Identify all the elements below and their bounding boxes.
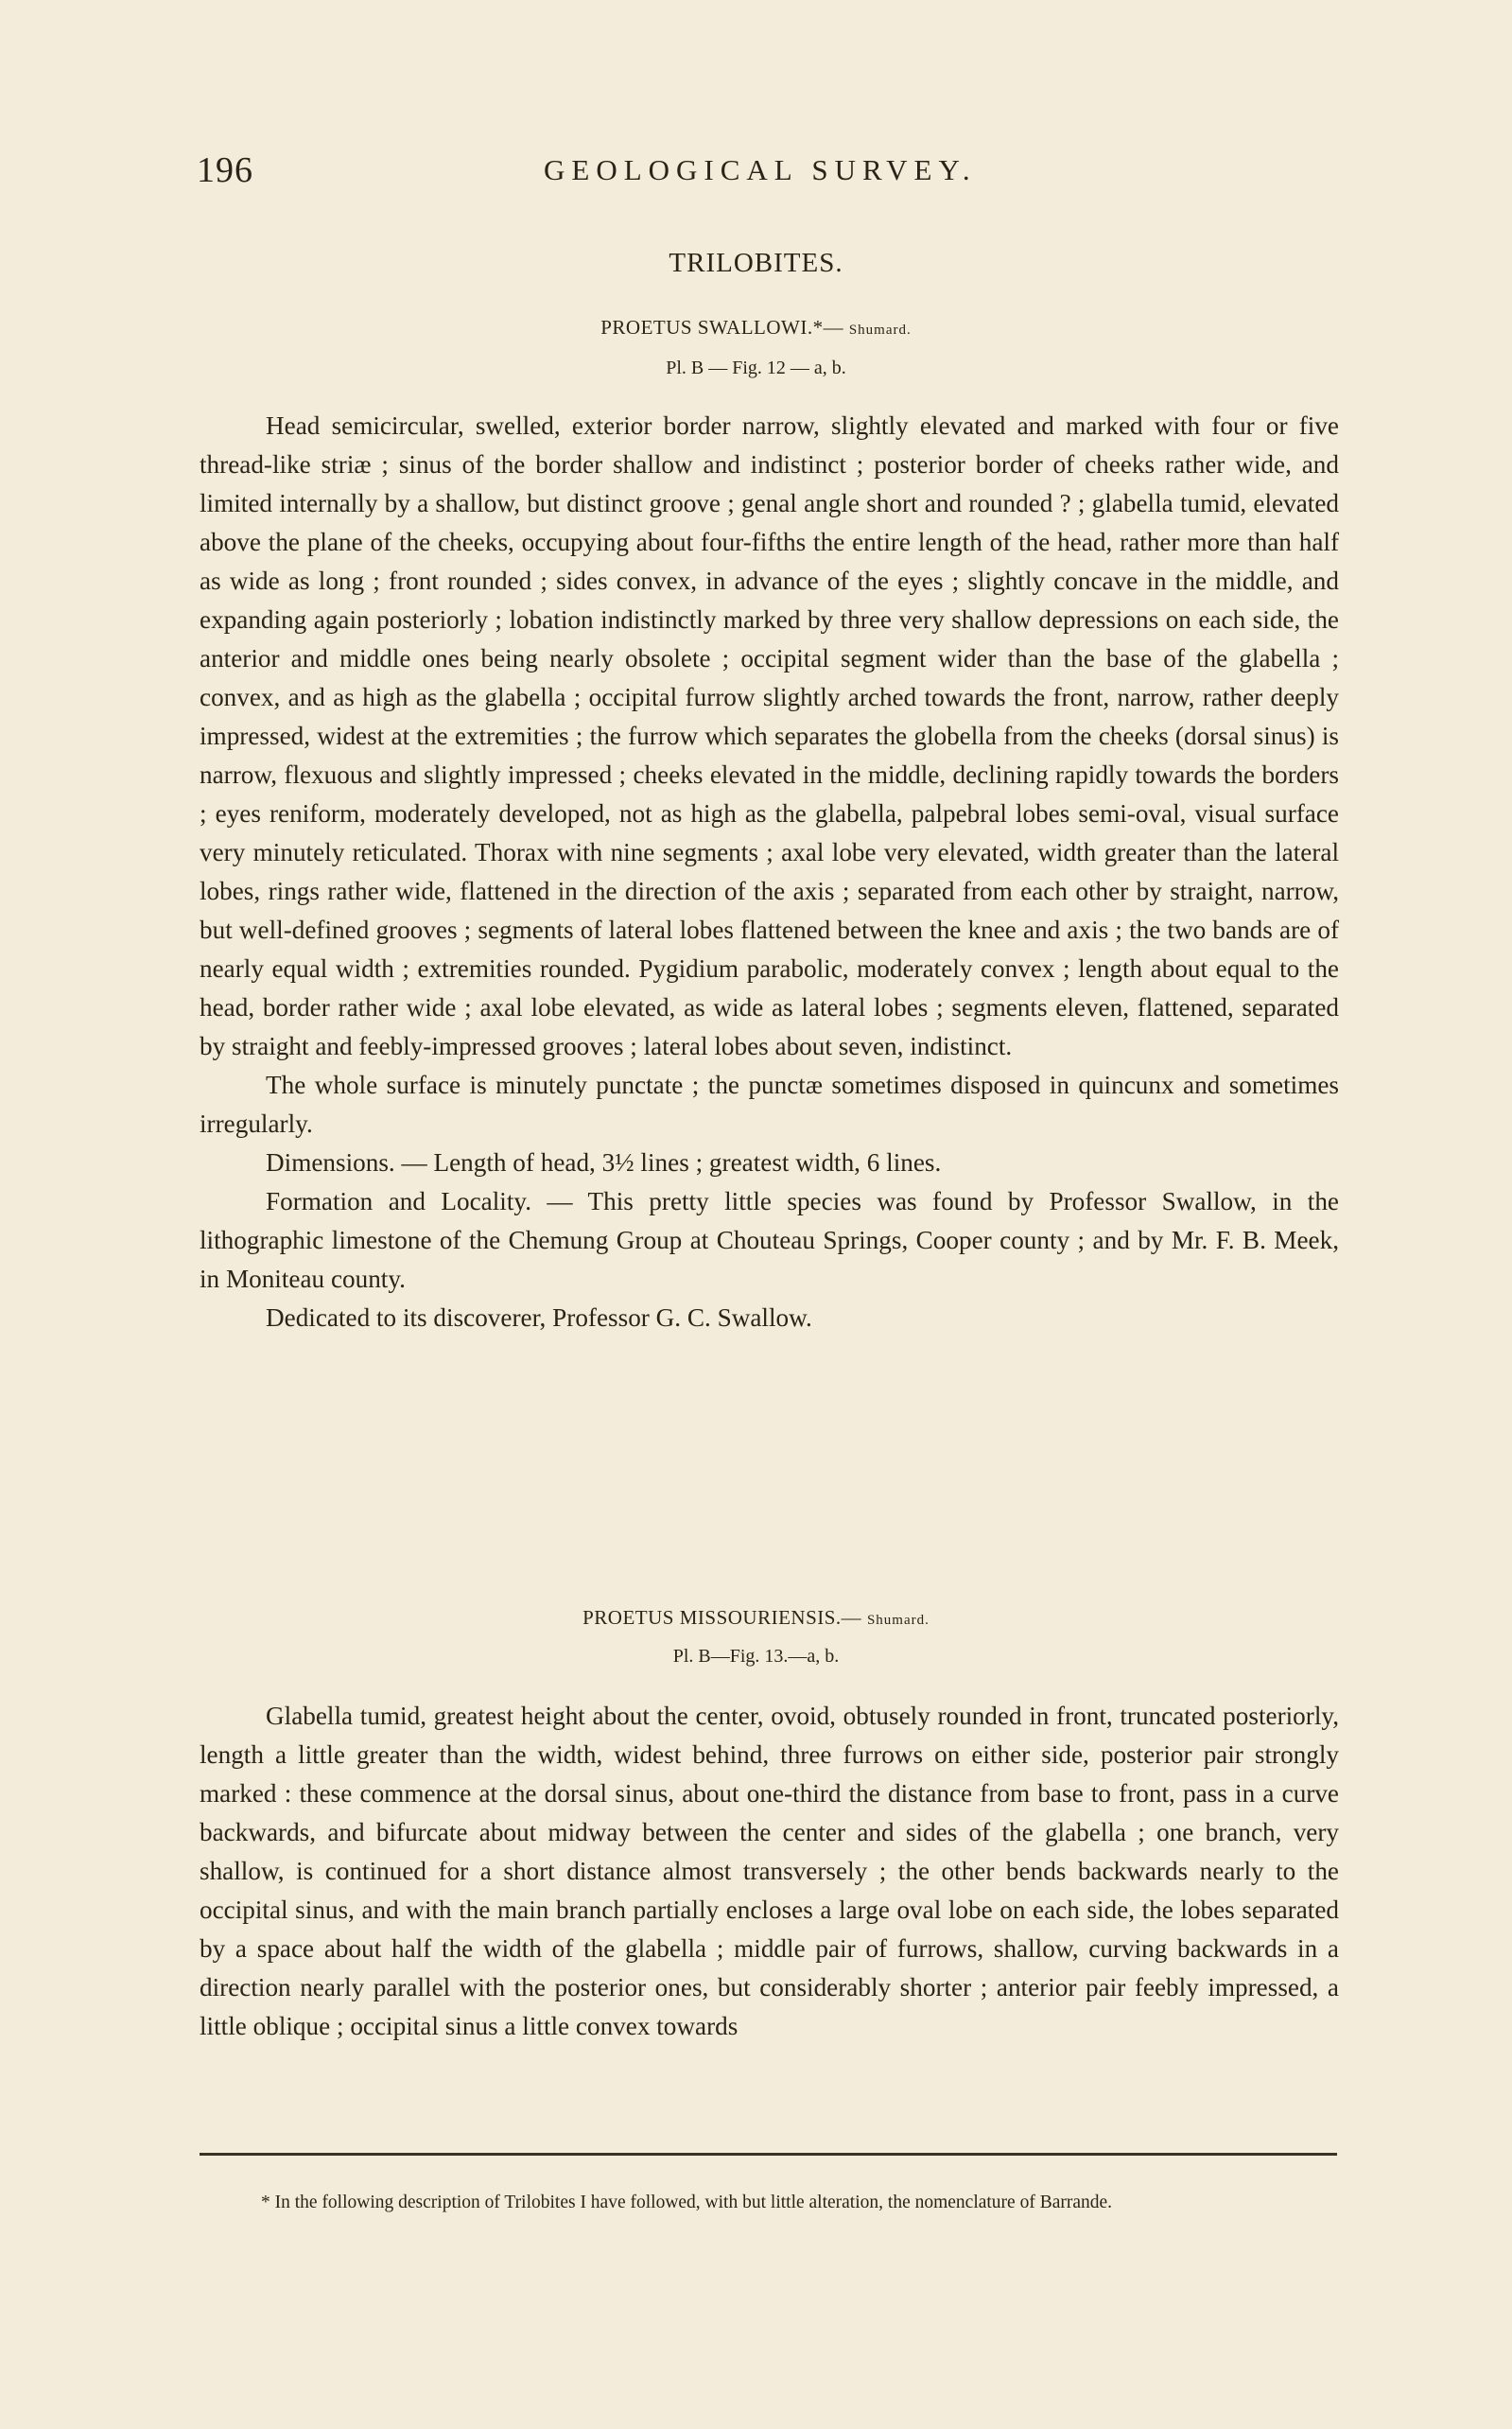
paragraph: Dedicated to its discoverer, Professor G. C. Swallow. [266, 1303, 812, 1332]
paragraph: The whole surface is minutely punctate ; the punctæ sometimes disposed in quincunx and sometimes irregularly. [200, 1071, 1339, 1138]
paragraph: Glabella tumid, greatest height about the center, ovoid, obtusely rounded in front, truncated posteriorly, length a little greater than the width, widest behind, three furrows on either side, posterior pair strongly marked : these commence at the dorsal sinus, about one-third the distance from base to front, pass in a curve backwards, and bifurcate about midway between the center and sides of the glabella ; one branch, very shallow, is continued for a short distance almost transversely ; the other bends backwards nearly to the occipital sinus, and with the main branch partially encloses a large oval lobe on each side, the lobes separated by a space about half the width of the glabella ; middle pair of furrows, shallow, curving backwards in a direction nearly parallel with the posterior ones, but considerably shorter ; anterior pair feebly impressed, a little oblique ; occipital sinus a little convex towards [200, 1702, 1339, 2040]
page-header [197, 149, 1341, 197]
paragraph: Dimensions. — Length of head, 3½ lines ; greatest width, 6 lines. [266, 1148, 942, 1177]
running-head: GEOLOGICAL SURVEY. [544, 153, 977, 186]
species-author: Shumard. [848, 323, 912, 338]
species-author: Shumard. [866, 1613, 930, 1628]
description-swallowi [200, 407, 1339, 1337]
species-heading-missouriensis [0, 1606, 1512, 1630]
plate-reference-swallowi: Pl. B — Fig. 12 — a, b. [666, 358, 846, 378]
footnote-rule [200, 2153, 1337, 2156]
paragraph: Head semicircular, swelled, exterior border narrow, slightly elevated and marked with four or five thread-like striæ ; sinus of the border shallow and indistinct ; posterior border of cheeks rather wide, and limited internally by a shallow, but distinct groove ; genal angle short and rounded ? ; glabella tumid, elevated above the plane of the cheeks, occupying about four-fifths the entire length of the head, rather more than half as wide as long ; front rounded ; sides convex, in advance of the eyes ; slightly concave in the middle, and expanding again posteriorly ; lobation indistinctly marked by three very shallow depressions on each side, the anterior and middle ones being nearly obsolete ; occipital segment wider than the base of the glabella ; convex, and as high as the glabella ; occipital furrow slightly arched towards the front, narrow, rather deeply impressed, widest at the extremities ; the furrow which separates the globella from the cheeks (dorsal sinus) is narrow, flexuous and slightly impressed ; cheeks elevated in the middle, declining rapidly towards the borders ; eyes reniform, moderately developed, not as high as the glabella, palpebral lobes semi-oval, visual surface very minutely reticulated. Thorax with nine segments ; axal lobe very elevated, width greater than the lateral lobes, rings rather wide, flattened in the direction of the axis ; separated from each other by straight, narrow, but well-defined grooves ; segments of lateral lobes flattened between the knee and axis ; the two bands are of nearly equal width ; extremities rounded. Pygidium parabolic, moderately convex ; length about equal to the head, border rather wide ; axal lobe elevated, as wide as lateral lobes ; segments eleven, flattened, separated by straight and feebly-impressed grooves ; lateral lobes about seven, indistinct. [200, 411, 1339, 1060]
section-title: TRILOBITES. [669, 248, 843, 278]
species-name: PROETUS MISSOURIENSIS.— [582, 1606, 862, 1629]
description-missouriensis [200, 1697, 1339, 2046]
species-heading-swallowi [0, 316, 1512, 340]
page-number: 196 [197, 150, 253, 190]
paragraph: Formation and Locality. — This pretty little species was found by Professor Swallow, in the lithographic limestone of the Chemung Group at Chouteau Springs, Cooper county ; and by Mr. F. B. Meek, in Moniteau county. [200, 1187, 1339, 1293]
species-name: PROETUS SWALLOWI.*— [600, 316, 844, 339]
footnote: * In the following description of Trilobites I have followed, with but little alteration, the nomenclature of Barrande. [261, 2193, 1113, 2212]
plate-reference-missouriensis: Pl. B—Fig. 13.—a, b. [672, 1646, 840, 1667]
